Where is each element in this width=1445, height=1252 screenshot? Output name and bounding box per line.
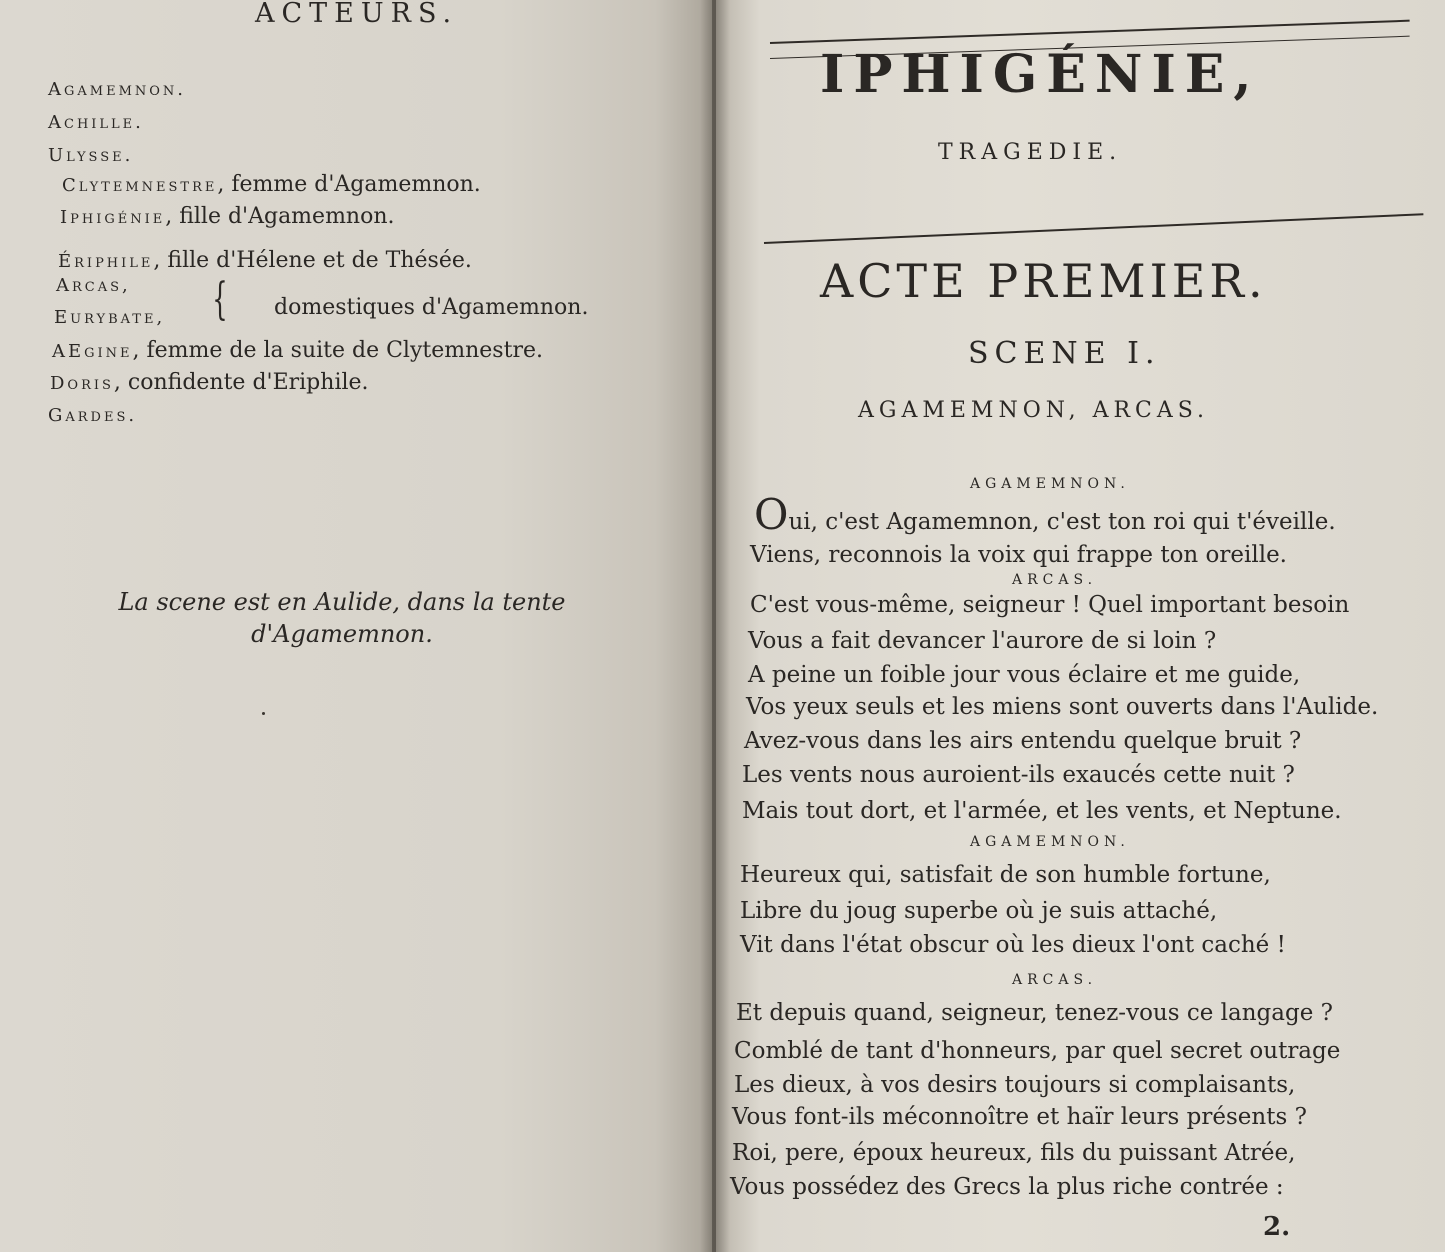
verse-line: Roi, pere, époux heureux, fils du puissant Atrée,: [732, 1140, 1296, 1166]
verse-line: Heureux qui, satisfait de son humble fortune,: [740, 862, 1271, 888]
cast-entry: [52, 338, 543, 363]
cast-desc: , femme d'Agamemnon.: [217, 172, 481, 197]
cast-name: Iphigénie: [60, 207, 166, 228]
book-gutter: [700, 0, 730, 1252]
cast-name: AEgine: [52, 341, 133, 362]
cast-heading: ACTEURS.: [255, 0, 459, 29]
cast-desc: , fille d'Agamemnon.: [165, 204, 395, 229]
scene-setting-note: [52, 586, 632, 650]
cast-entry: [54, 304, 165, 329]
cast-entry: [48, 142, 133, 167]
verse-text: ui, c'est Agamemnon, c'est ton roi qui t'éveille.: [788, 509, 1336, 535]
cast-desc: , femme de la suite de Clytemnestre.: [132, 338, 543, 363]
verse-line: Mais tout dort, et l'armée, et les vents, et Neptune.: [742, 798, 1342, 824]
cast-name: Ériphile: [58, 251, 154, 272]
speaker-label: AGAMEMNON.: [970, 834, 1130, 850]
cast-entry: [50, 370, 369, 395]
drop-cap: O: [754, 490, 789, 539]
brace-icon: {: [212, 274, 228, 325]
cast-name: Doris: [50, 373, 114, 394]
verse-line: Comblé de tant d'honneurs, par quel secret outrage: [734, 1038, 1341, 1064]
verse-line: Avez-vous dans les airs entendu quelque bruit ?: [744, 728, 1302, 754]
cast-entry: [58, 248, 472, 273]
play-title: IPHIGÉNIE,: [820, 44, 1261, 105]
scene-setting-line: La scene est en Aulide, dans la tente: [118, 588, 566, 616]
verse-line: Et depuis quand, seigneur, tenez-vous ce langage ?: [736, 1000, 1333, 1026]
cast-name: Ulysse.: [48, 145, 134, 166]
cast-name: Arcas,: [56, 275, 131, 296]
cast-entry: [48, 76, 186, 101]
cast-desc: , fille d'Hélene et de Thésée.: [153, 248, 472, 273]
left-page: [0, 0, 712, 1252]
cast-name: Eurybate,: [54, 307, 166, 328]
cast-name: Clytemnestre: [62, 175, 218, 196]
right-page: [716, 0, 1445, 1252]
verse-line: Libre du joug superbe où je suis attaché,: [740, 898, 1218, 924]
speaker-label: AGAMEMNON.: [970, 476, 1130, 492]
verse-line: Les vents nous auroient-ils exaucés cette nuit ?: [742, 762, 1295, 788]
verse-line: A peine un foible jour vous éclaire et me guide,: [748, 662, 1301, 688]
cast-entry: [48, 402, 137, 427]
shared-role: domestiques d'Agamemnon.: [274, 295, 589, 320]
page-number: 2.: [1263, 1212, 1291, 1242]
cast-entry: [48, 109, 144, 134]
verse-line: Les dieux, à vos desirs toujours si complaisants,: [734, 1072, 1296, 1098]
verse-line: Vos yeux seuls et les miens sont ouverts dans l'Aulide.: [746, 694, 1379, 720]
scene-characters: AGAMEMNON, ARCAS.: [858, 398, 1210, 423]
verse-line: [754, 490, 1336, 539]
cast-name: Agamemnon.: [48, 79, 187, 100]
speaker-label: ARCAS.: [1012, 572, 1098, 588]
cast-entry: [60, 204, 395, 229]
ink-dot: [262, 712, 265, 715]
cast-desc: , confidente d'Eriphile.: [113, 370, 369, 395]
speaker-label: ARCAS.: [1012, 972, 1098, 988]
scene-setting-line: d'Agamemnon.: [251, 620, 433, 648]
verse-line: Vit dans l'état obscur où les dieux l'ont caché !: [740, 932, 1286, 958]
verse-line: Vous possédez des Grecs la plus riche contrée :: [730, 1174, 1284, 1200]
cast-name: Gardes.: [48, 405, 138, 426]
cast-entry: [62, 172, 481, 197]
cast-entry: [56, 272, 131, 297]
verse-line: Vous font-ils méconnoître et haïr leurs présents ?: [732, 1104, 1307, 1130]
verse-line: Viens, reconnois la voix qui frappe ton oreille.: [750, 542, 1287, 568]
act-title: ACTE PREMIER.: [820, 254, 1267, 308]
play-genre: TRAGEDIE.: [938, 140, 1123, 165]
verse-line: Vous a fait devancer l'aurore de si loin ?: [748, 628, 1217, 654]
scene-title: SCENE I.: [968, 336, 1161, 371]
verse-line: C'est vous-même, seigneur ! Quel important besoin: [750, 592, 1350, 618]
cast-name: Achille.: [48, 112, 144, 133]
